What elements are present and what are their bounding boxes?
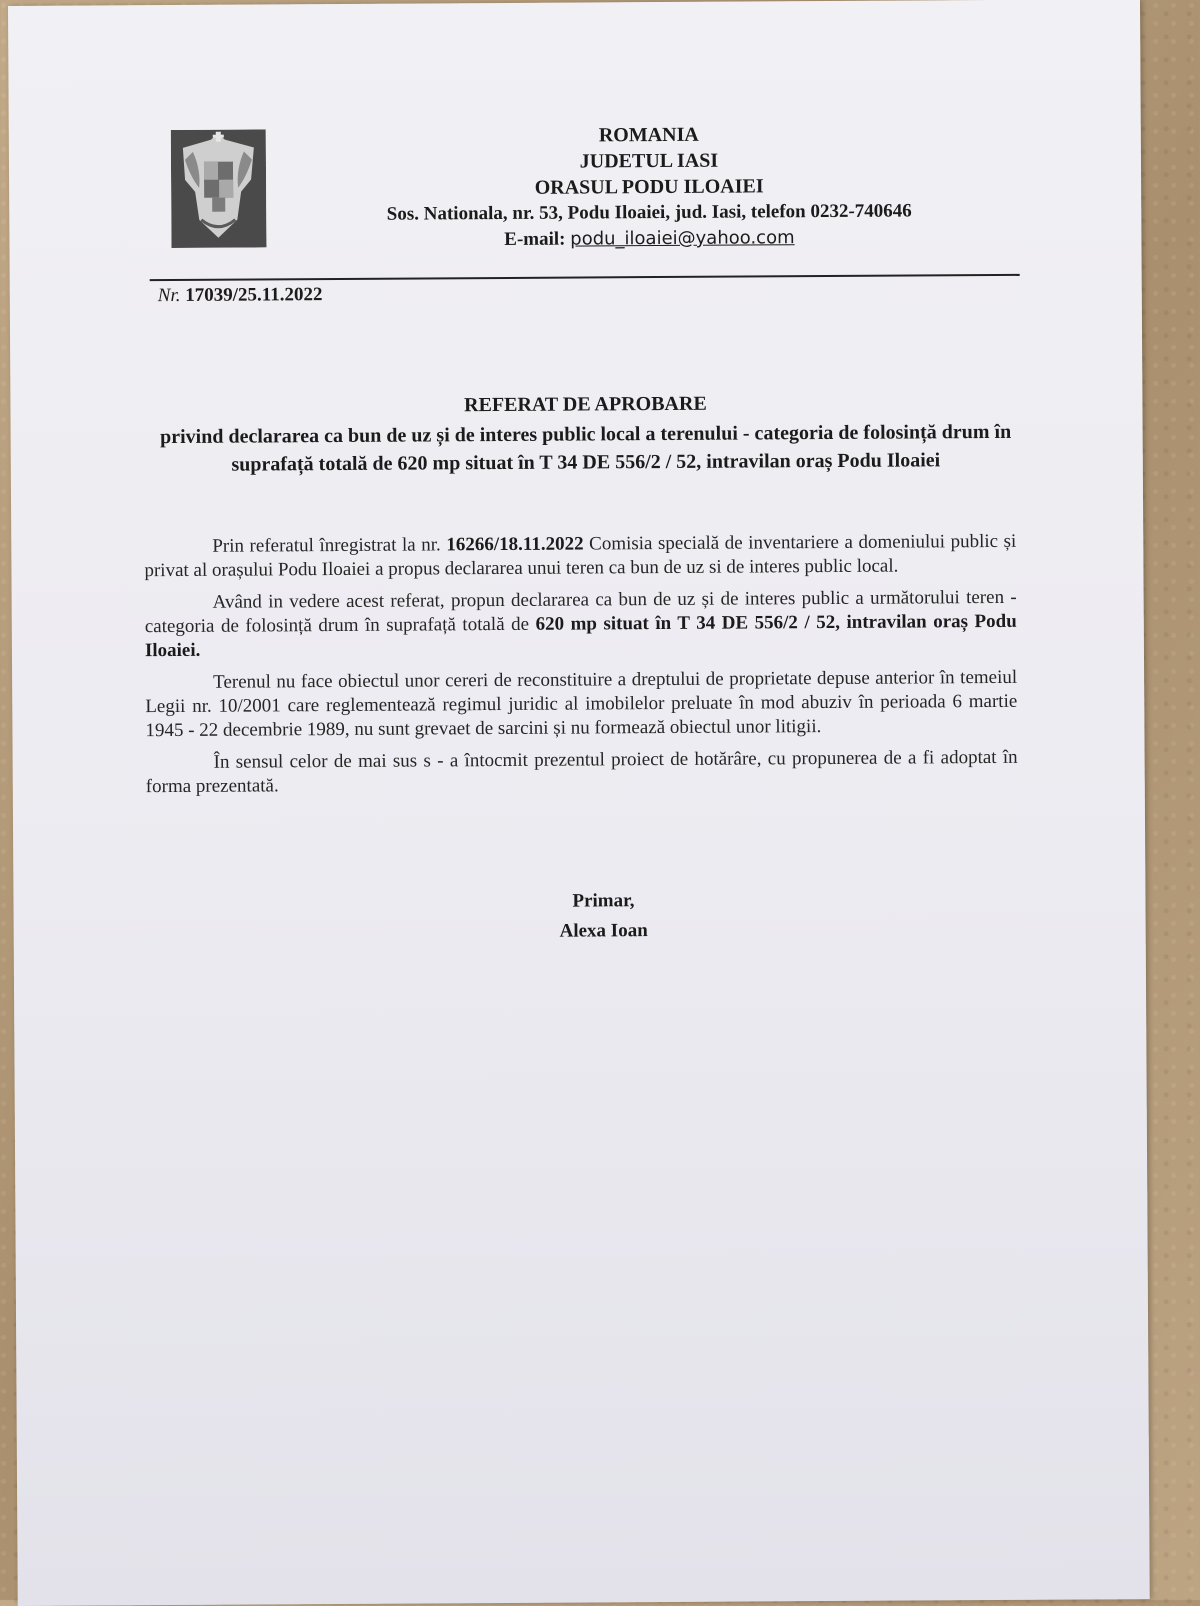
email-label: E-mail: — [504, 228, 566, 250]
signature-role: Primar, — [572, 890, 635, 912]
email-line — [339, 224, 959, 254]
title-heading: REFERAT DE APROBARE — [464, 392, 707, 417]
registration-value: 17039/25.11.2022 — [185, 284, 323, 306]
county-name: JUDETUL IASI — [579, 149, 719, 173]
coat-of-arms-icon — [171, 129, 267, 248]
paragraph-4: În sensul celor de mai sus s - a întocmit prezentul proiect de hotărâre, cu propunerea de a fi adoptat în forma prezentată. — [145, 746, 1018, 798]
document-title — [150, 388, 1021, 479]
letterhead — [339, 120, 960, 254]
p2-land-details: 620 mp situat în T 34 DE 556/2 / 52, intravilan oraș Podu Iloaiei. — [144, 610, 1017, 662]
header-divider — [150, 274, 1020, 281]
p1-text-a: Prin referatul înregistrat la nr. — [212, 534, 447, 557]
paragraph-2 — [145, 586, 1017, 663]
address-line: Sos. Nationala, nr. 53, Podu Iloaiei, jud. Iasi, telefon 0232-740646 — [386, 200, 912, 225]
registration-number — [158, 284, 323, 307]
document-body — [144, 530, 1018, 807]
paragraph-3: Terenul nu face obiectul unor cereri de reconstituire a dreptului de proprietate depuse anterior în temeiul Legii nr. 10/2001 care reglementează regimul juridic al imobilelor preluate în mod abuziv în perioada 6 martie 1945 - 22 decembrie 1989, nu sunt grevaet de sarcini și nu formează obiectul unor litigii. — [145, 666, 1018, 742]
title-subject: privind declararea ca bun de uz și de interes public local a terenului - categoria de folosință drum în suprafață totală de 620 mp situat în T 34 DE 556/2 / 52, intravilan oraș Podu Iloaiei — [160, 420, 1012, 476]
p2-text: Având in vedere acest referat, propun declararea ca bun de uz și de interes public a următorului teren - categoria de folosință drum în suprafață totală de — [144, 586, 1017, 638]
town-name: ORASUL PODU ILOAIEI — [534, 175, 764, 199]
signature-name: Alexa Ioan — [559, 920, 648, 942]
p1-reference: 16266/18.11.2022 — [446, 533, 584, 556]
document-page — [8, 0, 1150, 1606]
email-link[interactable]: podu_iloaiei@yahoo.com — [570, 227, 795, 250]
p1-text-b: Comisia specială de inventariere a domeniului public și privat al orașului Podu Iloaiei a propus declararea unui teren ca bun de uz si de interes public local. — [144, 530, 1017, 582]
paragraph-1 — [144, 530, 1016, 583]
signature-block — [453, 885, 753, 947]
country-name: ROMANIA — [598, 123, 699, 147]
registration-prefix: Nr. — [157, 284, 181, 307]
